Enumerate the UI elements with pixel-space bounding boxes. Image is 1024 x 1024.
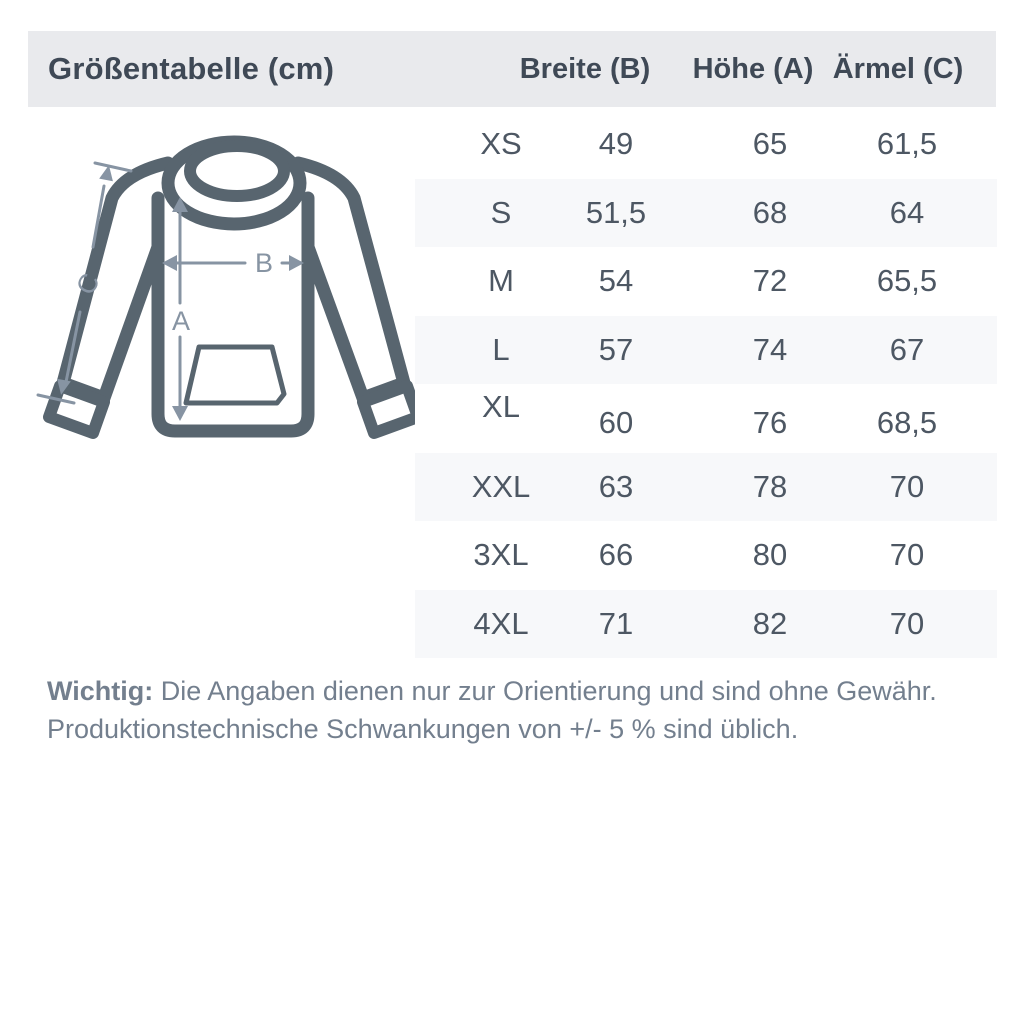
- hoehe-cell: 74: [752, 331, 788, 367]
- breite-cell: 71: [598, 605, 634, 641]
- disclaimer-text1: Die Angaben dienen nur zur Orientierung und sind ohne Gewähr.: [160, 676, 937, 706]
- hoehe-cell: 82: [752, 605, 788, 641]
- breite-cell: 66: [598, 537, 634, 573]
- column-header-aermel: Ärmel (C): [832, 52, 964, 85]
- size-cell: XL: [482, 389, 520, 425]
- column-header-breite: Breite (B): [519, 52, 651, 85]
- size-cell: XXL: [471, 468, 531, 504]
- aermel-cell: 70: [889, 605, 925, 641]
- disclaimer-line2: Produktionstechnische Schwankungen von +/- 5 % sind üblich.: [47, 714, 799, 744]
- hoehe-cell: 68: [752, 194, 788, 230]
- disclaimer: [47, 672, 967, 748]
- column-header-hoehe: Höhe (A): [692, 52, 814, 85]
- table-row: [415, 384, 997, 453]
- table-row: [415, 247, 997, 316]
- breite-cell: 60: [598, 405, 634, 441]
- aermel-cell: 61,5: [876, 126, 938, 162]
- table-row: [415, 453, 997, 522]
- hoehe-cell: 65: [752, 126, 788, 162]
- aermel-cell: 67: [889, 331, 925, 367]
- table-row: [415, 110, 997, 179]
- table-row: [415, 179, 997, 248]
- size-cell: S: [490, 194, 512, 230]
- hoehe-cell: 80: [752, 537, 788, 573]
- table-row: [415, 521, 997, 590]
- arrow-c-tick-top: [95, 163, 131, 171]
- breite-cell: 49: [598, 126, 634, 162]
- page-title: Größentabelle (cm): [48, 51, 335, 86]
- breite-cell: 63: [598, 468, 634, 504]
- disclaimer-label: Wichtig:: [47, 676, 154, 706]
- label-c: C: [70, 268, 106, 300]
- hoodie-left-cuff: [49, 386, 104, 433]
- aermel-cell: 64: [889, 194, 925, 230]
- hoodie-pocket: [186, 347, 284, 403]
- size-cell: 4XL: [473, 605, 529, 641]
- hoodie-hood-inner: [190, 146, 284, 196]
- breite-cell: 57: [598, 331, 634, 367]
- size-cell: M: [488, 263, 514, 299]
- hoehe-cell: 76: [752, 405, 788, 441]
- hoodie-right-cuff: [363, 386, 418, 433]
- aermel-cell: 68,5: [876, 405, 938, 441]
- table-row: [415, 590, 997, 659]
- size-chart-header-bar: [28, 31, 996, 107]
- breite-cell: 51,5: [585, 194, 647, 230]
- size-cell: L: [492, 331, 510, 367]
- disclaimer-line1: [47, 672, 967, 710]
- size-cell: 3XL: [473, 537, 529, 573]
- hoodie-measurement-diagram: [30, 128, 430, 445]
- label-a: A: [171, 306, 191, 336]
- hoehe-cell: 78: [752, 468, 788, 504]
- aermel-cell: 70: [889, 537, 925, 573]
- size-table: [415, 110, 997, 658]
- aermel-cell: 70: [889, 468, 925, 504]
- breite-cell: 54: [598, 263, 634, 299]
- size-cell: XS: [480, 126, 522, 162]
- hoehe-cell: 72: [752, 263, 788, 299]
- label-b: B: [254, 248, 274, 278]
- aermel-cell: 65,5: [876, 263, 938, 299]
